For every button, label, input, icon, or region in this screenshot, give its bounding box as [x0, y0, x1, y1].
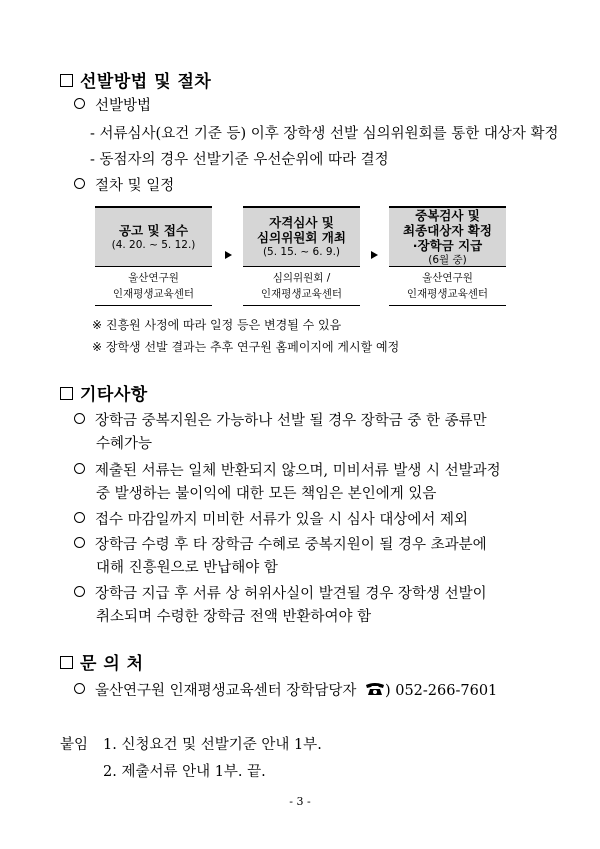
- attachment-item-2: 2. 제출서류 안내 1부. 끝.: [103, 764, 266, 780]
- misc-item-2: 제출된 서류는 일체 반환되지 않으며, 미비서류 발생 시 선발과정: [74, 459, 501, 483]
- step-2-title-2: 심의위원회 개최: [257, 230, 346, 245]
- method-title: 선발방법: [74, 94, 151, 118]
- step-3-date: (6월 중): [428, 253, 467, 266]
- step-3-org: 울산연구원 인재평생교육센터: [389, 266, 506, 306]
- misc-item-2-cont: 중 발생하는 불이익에 대한 모든 책임은 본인에게 있음: [96, 486, 437, 502]
- section-heading-selection: 선발방법 및 절차: [60, 67, 211, 92]
- misc-item-4: 장학금 수령 후 타 장학금 수혜로 중복지원이 될 경우 초과분에: [74, 533, 487, 557]
- circle-bullet-icon: [74, 98, 85, 109]
- misc-item-1: 장학금 중복지원은 가능하나 선발 될 경우 장학금 중 한 종류만: [74, 409, 487, 433]
- contact-line: 울산연구원 인재평생교육센터 장학담당자 ) 052-266-7601: [74, 679, 497, 703]
- section-heading-misc: 기타사항: [60, 380, 148, 405]
- note-2: ※ 장학생 선발 결과는 추후 연구원 홈페이지에 게시할 예정: [92, 340, 400, 354]
- step-2-title-1: 자격심사 및: [269, 215, 334, 230]
- arrow-right-icon: [371, 251, 378, 259]
- step-2-date: (5. 15. ~ 6. 9.): [262, 246, 341, 258]
- page-number: - 3 -: [289, 795, 311, 808]
- circle-bullet-icon: [74, 683, 85, 694]
- step-3-title-2: 최종대상자 확정: [403, 222, 492, 238]
- misc-item-4-cont: 대해 진흥원으로 반납해야 함: [96, 560, 278, 576]
- arrow-right-icon: [225, 251, 232, 259]
- misc-item-5-cont: 취소되며 수령한 장학금 전액 반환하여야 함: [96, 609, 372, 625]
- method-item-1: - 서류심사(요건 기준 등) 이후 장학생 선발 심의위원회를 통한 대상자 확정: [90, 126, 559, 142]
- circle-bullet-icon: [74, 537, 85, 548]
- misc-item-5: 장학금 지급 후 서류 상 허위사실이 발견될 경우 장학생 선발이: [74, 582, 487, 606]
- circle-bullet-icon: [74, 178, 85, 189]
- circle-bullet-icon: [74, 512, 85, 523]
- step-1-org: 울산연구원 인재평생교육센터: [95, 266, 212, 306]
- step-1-title: 공고 및 접수: [118, 222, 189, 238]
- schedule-title: 절차 및 일정: [74, 174, 174, 198]
- step-1-box: [95, 206, 212, 266]
- telephone-icon: [365, 683, 385, 696]
- misc-item-3: 접수 마감일까지 미비한 서류가 있을 시 심사 대상에서 제외: [74, 508, 468, 532]
- circle-bullet-icon: [74, 586, 85, 597]
- section-heading-contact: 문 의 처: [60, 649, 144, 674]
- circle-bullet-icon: [74, 463, 85, 474]
- method-item-2: - 동점자의 경우 선발기준 우선순위에 따라 결정: [90, 152, 389, 168]
- square-bullet-icon: [60, 74, 73, 87]
- step-1-date: (4. 20. ~ 5. 12.): [111, 238, 196, 251]
- misc-item-1-cont: 수혜가능: [96, 436, 153, 452]
- step-2-org: 심의위원회 / 인재평생교육센터: [243, 266, 360, 306]
- attachment-label: 붙임: [60, 737, 89, 753]
- circle-bullet-icon: [74, 413, 85, 424]
- square-bullet-icon: [60, 656, 73, 669]
- step-3-title-1: 중복검사 및: [415, 207, 480, 223]
- step-3-title-3: ·장학금 지급: [412, 237, 483, 253]
- step-3-box: [389, 206, 506, 266]
- square-bullet-icon: [60, 387, 73, 400]
- attachment-item-1: 1. 신청요건 및 선발기준 안내 1부.: [103, 737, 322, 753]
- step-2-box: [243, 206, 360, 266]
- note-1: ※ 진흥원 사정에 따라 일정 등은 변경될 수 있음: [92, 318, 342, 332]
